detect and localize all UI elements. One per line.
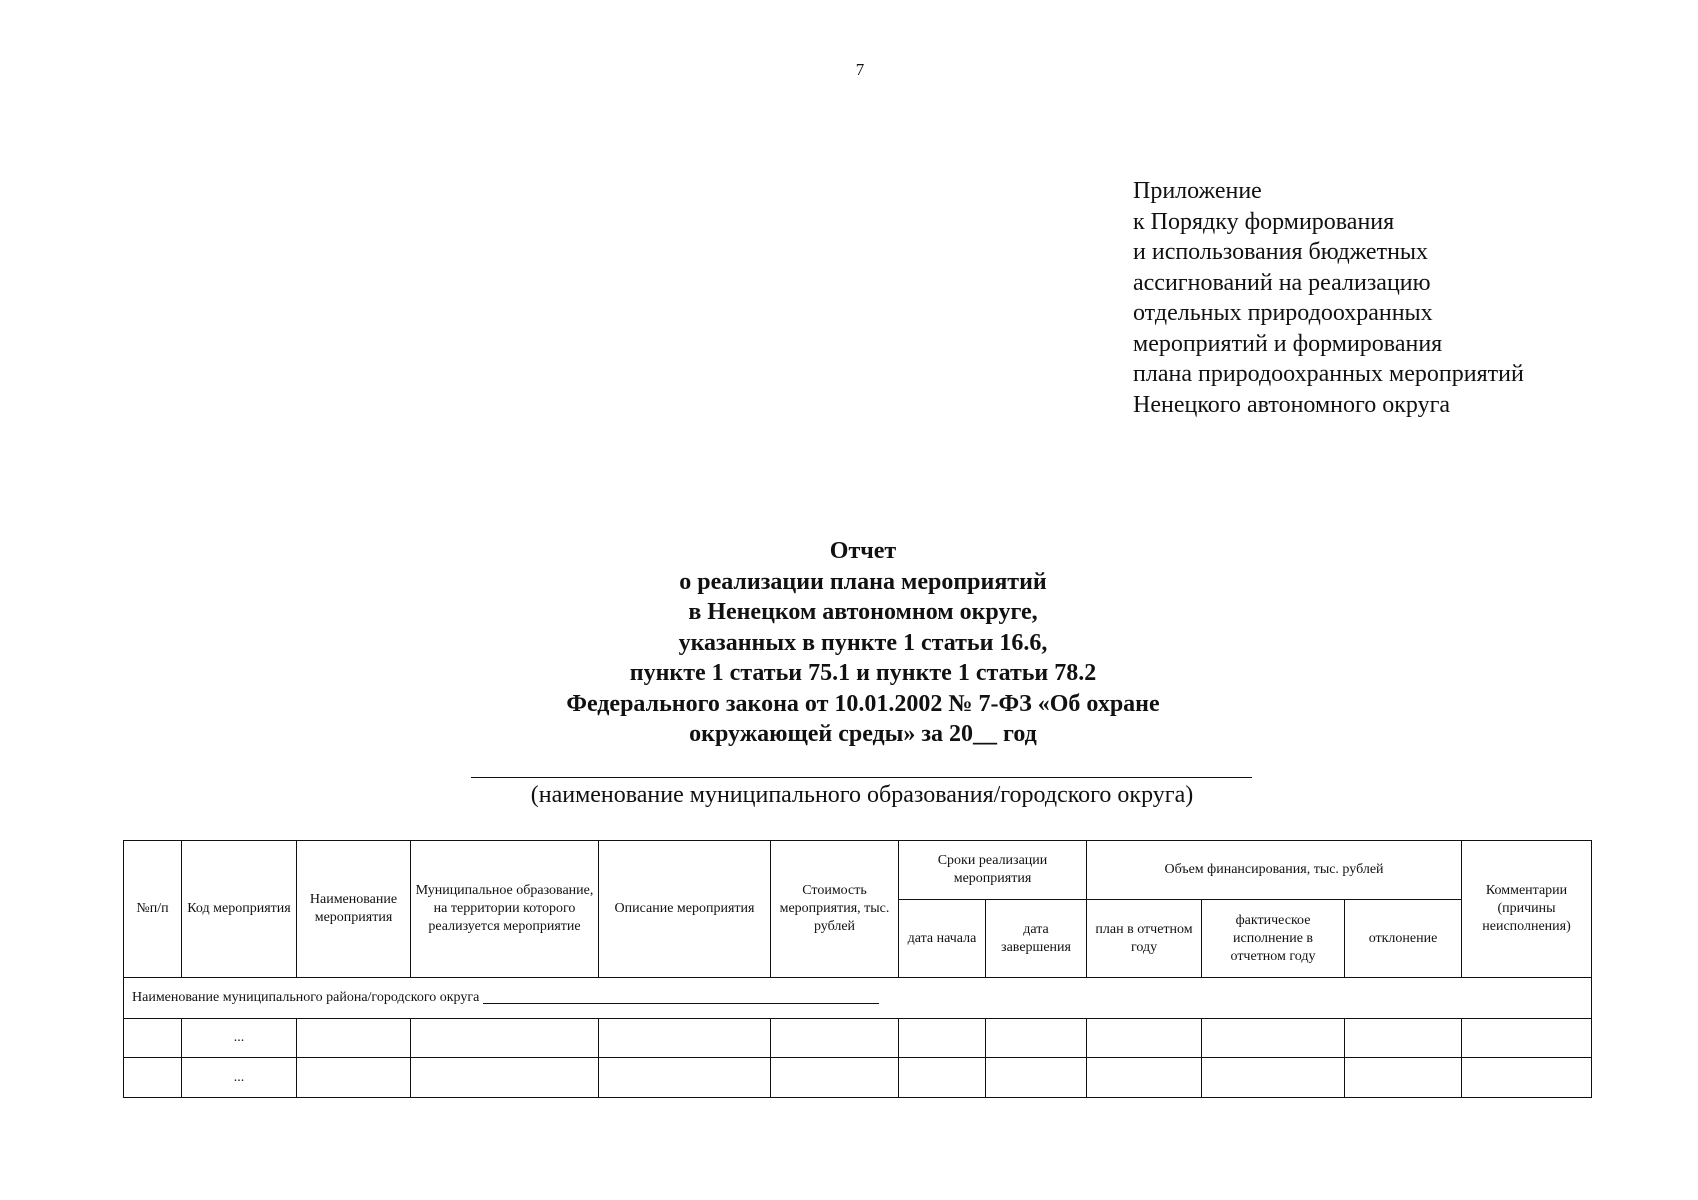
annex-line: и использования бюджетных [1133, 239, 1429, 265]
table-row [124, 1058, 1592, 1098]
title-line: в Ненецком автономном округе, [688, 599, 1038, 625]
annex-line: к Порядку формирования [1133, 208, 1395, 235]
header-municipality: Муниципальное образование, на территории которого реализуется мероприятие [411, 841, 599, 978]
row-code: ... [182, 1018, 297, 1058]
header-plan: план в отчетном году [1087, 899, 1202, 977]
title-line: указанных в пункте 1 статьи 16.6, [678, 629, 1048, 656]
header-code: Код мероприятия [182, 841, 297, 978]
header-deviation: отклонение [1345, 899, 1462, 977]
section-row-cell [124, 978, 1592, 1019]
municipality-fill-line [471, 777, 1252, 778]
row-code: ... [182, 1058, 297, 1098]
section-label: Наименование муниципального района/городского округа [132, 989, 480, 1005]
report-table [123, 840, 1592, 1098]
title-line: Федерального закона от 10.01.2002 № 7-ФЗ «Об охране [566, 690, 1160, 717]
section-fill-line [483, 1003, 879, 1004]
header-start-date: дата начала [899, 899, 986, 977]
annex-line: ассигнований на реализацию [1133, 269, 1431, 296]
header-num: №п/п [124, 841, 182, 978]
annex-line: Ненецкого автономного округа [1133, 391, 1451, 418]
title-line: Отчет [829, 538, 897, 564]
annex-line: Приложение [1133, 178, 1262, 204]
header-actual: фактическое исполнение в отчетном году [1202, 899, 1345, 977]
table-row [124, 1018, 1592, 1058]
header-name: Наименование мероприятия [297, 841, 411, 978]
page-number: 7 [855, 60, 865, 79]
title-line: о реализации плана мероприятий [679, 568, 1047, 595]
header-financing: Объем финансирования, тыс. рублей [1087, 841, 1462, 900]
annex-line: отдельных природоохранных [1133, 300, 1433, 326]
header-description: Описание мероприятия [599, 841, 771, 978]
title-line: пункте 1 статьи 75.1 и пункте 1 статьи 78.2 [629, 660, 1097, 686]
report-title [0, 536, 1698, 750]
header-end-date: дата завершения [986, 899, 1087, 977]
municipality-caption: (наименование муниципального образования/городского округа) [530, 782, 1194, 808]
annex-line: мероприятий и формирования [1133, 330, 1443, 357]
header-cost: Стоимость мероприятия, тыс. рублей [771, 841, 899, 978]
annex-block [1133, 176, 1524, 420]
annex-line: плана природоохранных мероприятий [1133, 361, 1524, 387]
header-comments: Комментарии (причины неисполнения) [1462, 841, 1592, 978]
title-line: окружающей среды» за 20__ год [689, 721, 1037, 747]
header-terms: Сроки реализации мероприятия [899, 841, 1087, 900]
